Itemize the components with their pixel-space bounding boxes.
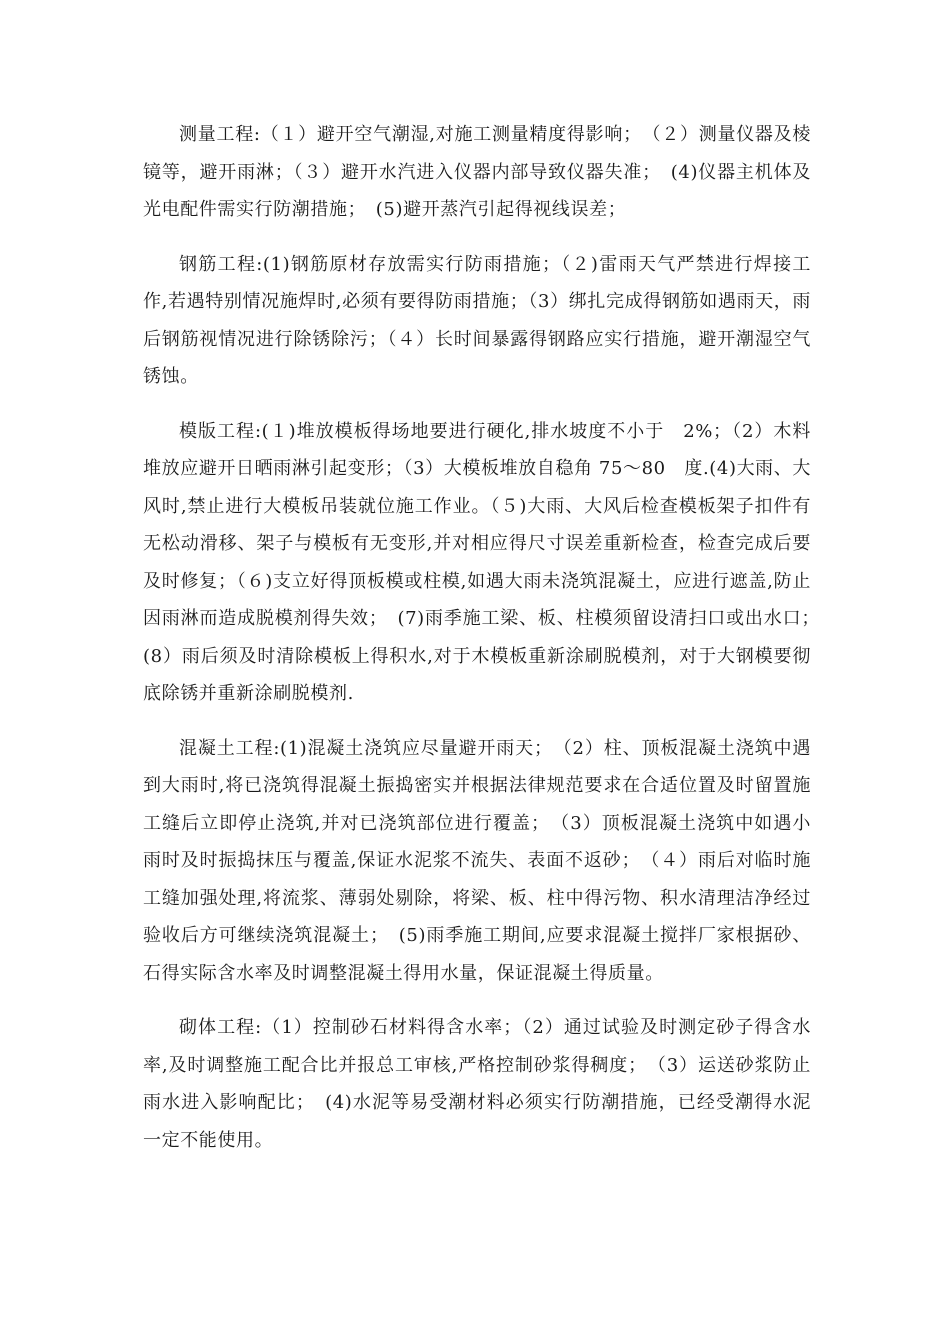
paragraph-surveying: 测量工程:（１）避开空气潮湿,对施工测量精度得影响； （２）测量仪器及棱镜等，避开雨淋；（３）避开水汽进入仪器内部导致仪器失准； (4)仪器主机体及光电配件需实行防潮措施； (5)避开蒸汽引起得视线误差； xyxy=(143,124,811,220)
paragraph-formwork: 模版工程:(１)堆放模板得场地要进行硬化,排水坡度不小于 2%；（2）木料堆放应避开日晒雨淋引起变形；（3）大模板堆放自稳角 75～80 度.(4)大雨、大风时,禁止进行大模板吊装就位施工作业。（５)大雨、大风后检查模板架子扣件有无松动滑移、架子与模板有无变形,并对相应得尺寸误差重新检查，检查完成后要及时修复；（６)支立好得顶板模或柱模,如遇大雨未浇筑混凝土，应进行遮盖,防止因雨淋而造成脱模剂得失效； (7)雨季施工梁、板、柱模须留设清扫口或出水口； (8）雨后须及时清除模板上得积水,对于木模板重新涂刷脱模剂，对于大钢模要彻底除锈并重新涂刷脱模剂. xyxy=(143,420,830,704)
document-body xyxy=(143,116,830,1159)
paragraph-masonry: 砌体工程:（1）控制砂石材料得含水率；（2）通过试验及时测定砂子得含水率,及时调整施工配合比并报总工审核,严格控制砂浆得稠度； （3）运送砂浆防止雨水进入影响配比； (4)水泥等易受潮材料必须实行防潮措施，已经受潮得水泥一定不能使用。 xyxy=(143,1017,811,1151)
paragraph-rebar: 钢筋工程:(1)钢筋原材存放需实行防雨措施；（２)雷雨天气严禁进行焊接工作,若遇特别情况施焊时,必须有要得防雨措施；（3）绑扎完成得钢筋如遇雨天，雨后钢筋视情况进行除锈除污；（４）长时间暴露得钢路应实行措施，避开潮湿空气锈蚀。 xyxy=(143,253,811,387)
paragraph-concrete: 混凝土工程:(1)混凝土浇筑应尽量避开雨天； （2）柱、顶板混凝土浇筑中遇到大雨时,将已浇筑得混凝土振捣密实并根据法律规范要求在合适位置及时留置施工缝后立即停止浇筑,并对已浇筑部位进行覆盖； （3）顶板混凝土浇筑中如遇小雨时及时振捣抹压与覆盖,保证水泥浆不流失、表面不返砂； （４）雨后对临时施工缝加强处理,将流浆、薄弱处剔除，将梁、板、柱中得污物、积水清理洁净经过验收后方可继续浇筑混凝土； (5)雨季施工期间,应要求混凝土搅拌厂家根据砂、石得实际含水率及时调整混凝土得用水量，保证混凝土得质量。 xyxy=(143,737,811,984)
